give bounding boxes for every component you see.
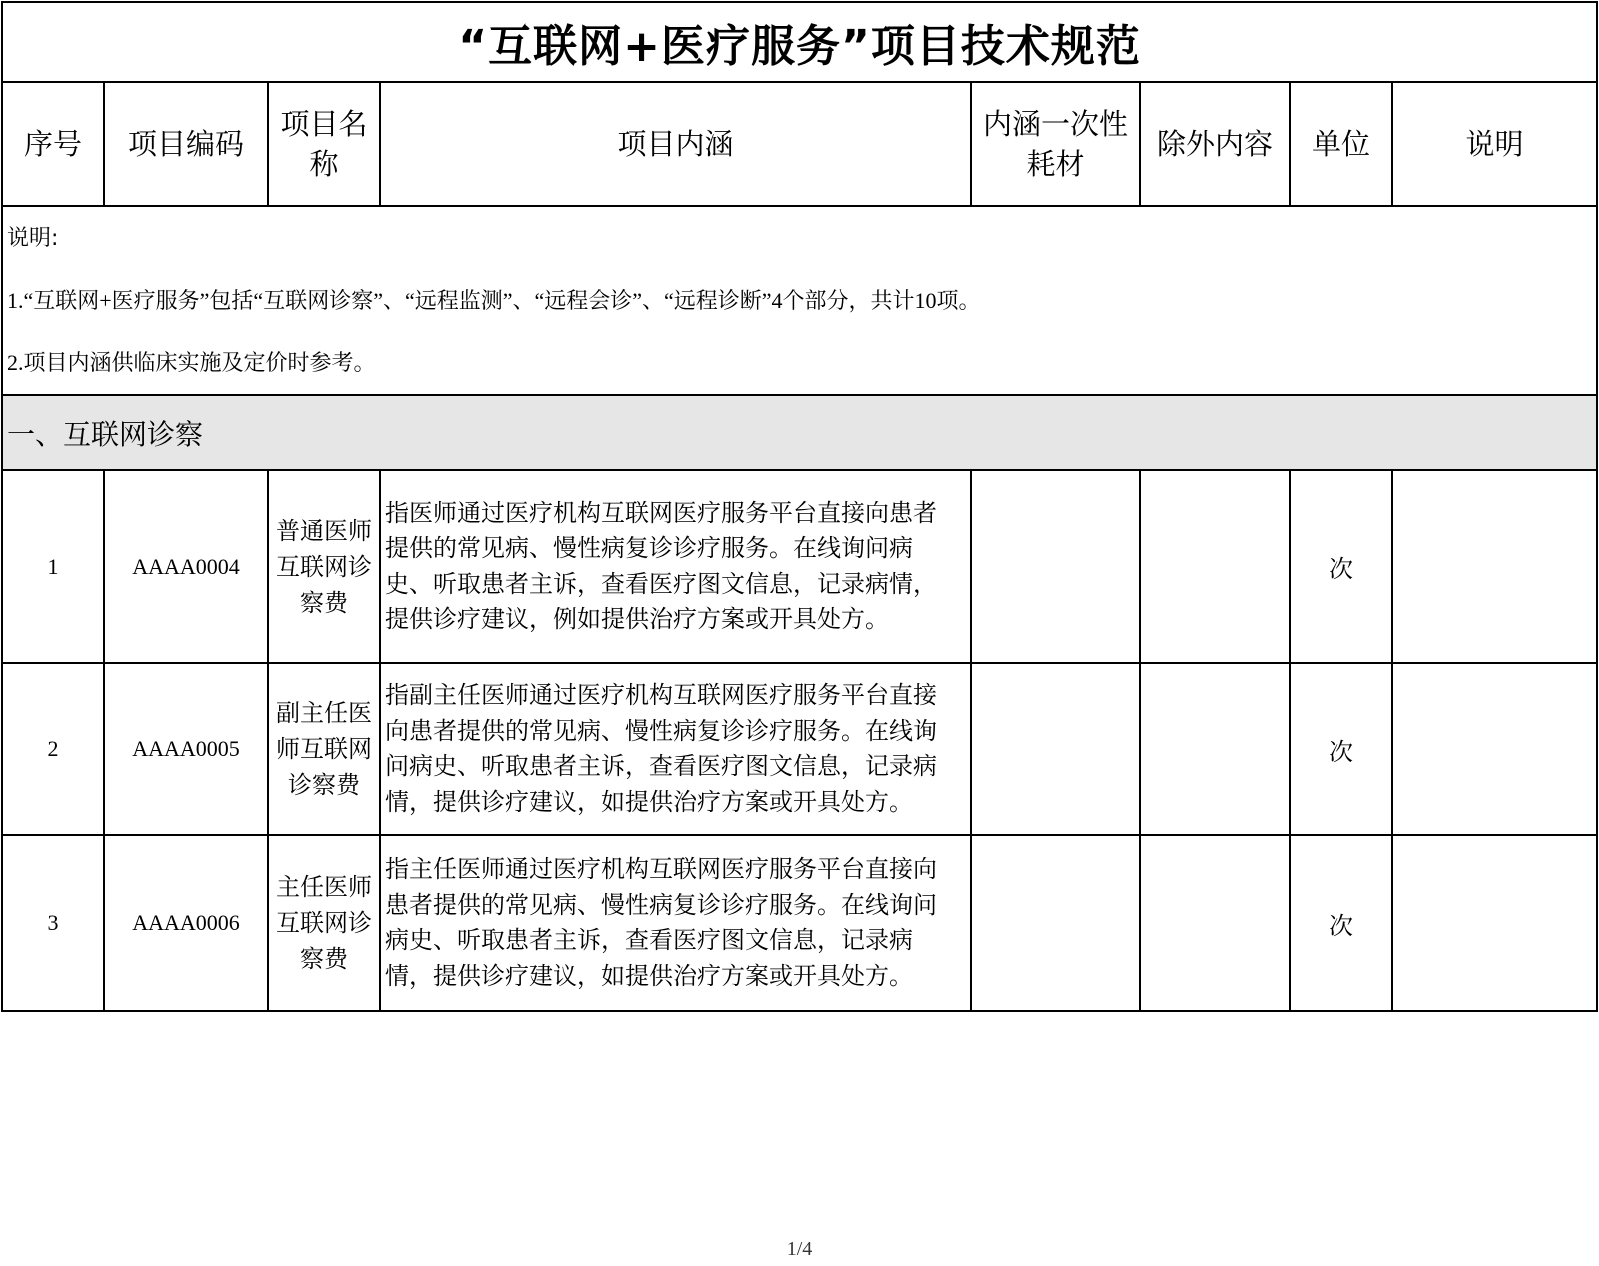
row-unit: 次 (1290, 663, 1392, 835)
notes-block (2, 206, 1597, 395)
title-row (2, 2, 1597, 82)
header-remark: 说明 (1392, 82, 1597, 206)
header-unit: 单位 (1290, 82, 1392, 206)
row-unit: 次 (1290, 835, 1392, 1011)
table-row (2, 663, 1597, 835)
header-row (2, 82, 1597, 206)
header-content: 项目内涵 (380, 82, 971, 206)
row-exclusions (1140, 470, 1290, 663)
row-code: AAAA0006 (104, 835, 268, 1011)
row-code: AAAA0005 (104, 663, 268, 835)
row-unit: 次 (1290, 470, 1392, 663)
header-exclusions: 除外内容 (1140, 82, 1290, 206)
table-row (2, 470, 1597, 663)
row-content: 指医师通过医疗机构互联网医疗服务平台直接向患者提供的常见病、慢性病复诊诊疗服务。在线询问病史、听取患者主诉，查看医疗图文信息，记录病情，提供诊疗建议，例如提供治疗方案或开具处方。 (380, 470, 971, 663)
row-content: 指主任医师通过医疗机构互联网医疗服务平台直接向患者提供的常见病、慢性病复诊诊疗服务。在线询问病史、听取患者主诉，查看医疗图文信息，记录病情，提供诊疗建议，如提供治疗方案或开具处方。 (380, 835, 971, 1011)
row-seq: 3 (2, 835, 104, 1011)
notes-row (2, 206, 1597, 395)
section-row (2, 395, 1597, 470)
row-content: 指副主任医师通过医疗机构互联网医疗服务平台直接向患者提供的常见病、慢性病复诊诊疗服务。在线询问病史、听取患者主诉，查看医疗图文信息，记录病情，提供诊疗建议，如提供治疗方案或开具处方。 (380, 663, 971, 835)
row-remark (1392, 835, 1597, 1011)
note-item: 1.“互联网+医疗服务”包括“互联网诊察”、“远程监测”、“远程会诊”、“远程诊断”4个部分，共计10项。 (7, 288, 981, 313)
header-consumables: 内涵一次性耗材 (971, 82, 1140, 206)
note-item: 2.项目内涵供临床实施及定价时参考。 (7, 350, 376, 375)
row-name: 普通医师互联网诊察费 (268, 470, 380, 663)
row-consumables (971, 470, 1140, 663)
notes-heading: 说明: (7, 226, 59, 251)
row-seq: 1 (2, 470, 104, 663)
row-consumables (971, 835, 1140, 1011)
table-row (2, 835, 1597, 1011)
header-seq: 序号 (2, 82, 104, 206)
row-remark (1392, 470, 1597, 663)
header-code: 项目编码 (104, 82, 268, 206)
row-remark (1392, 663, 1597, 835)
page-number: 1/4 (786, 1238, 813, 1260)
row-code: AAAA0004 (104, 470, 268, 663)
row-consumables (971, 663, 1140, 835)
spec-table (1, 1, 1598, 1012)
header-name: 项目名称 (268, 82, 380, 206)
row-exclusions (1140, 835, 1290, 1011)
row-seq: 2 (2, 663, 104, 835)
row-name: 主任医师互联网诊察费 (268, 835, 380, 1011)
section-title: 一、互联网诊察 (2, 395, 1597, 470)
document-title: “互联网+医疗服务”项目技术规范 (2, 2, 1597, 82)
row-exclusions (1140, 663, 1290, 835)
row-name: 副主任医师互联网诊察费 (268, 663, 380, 835)
